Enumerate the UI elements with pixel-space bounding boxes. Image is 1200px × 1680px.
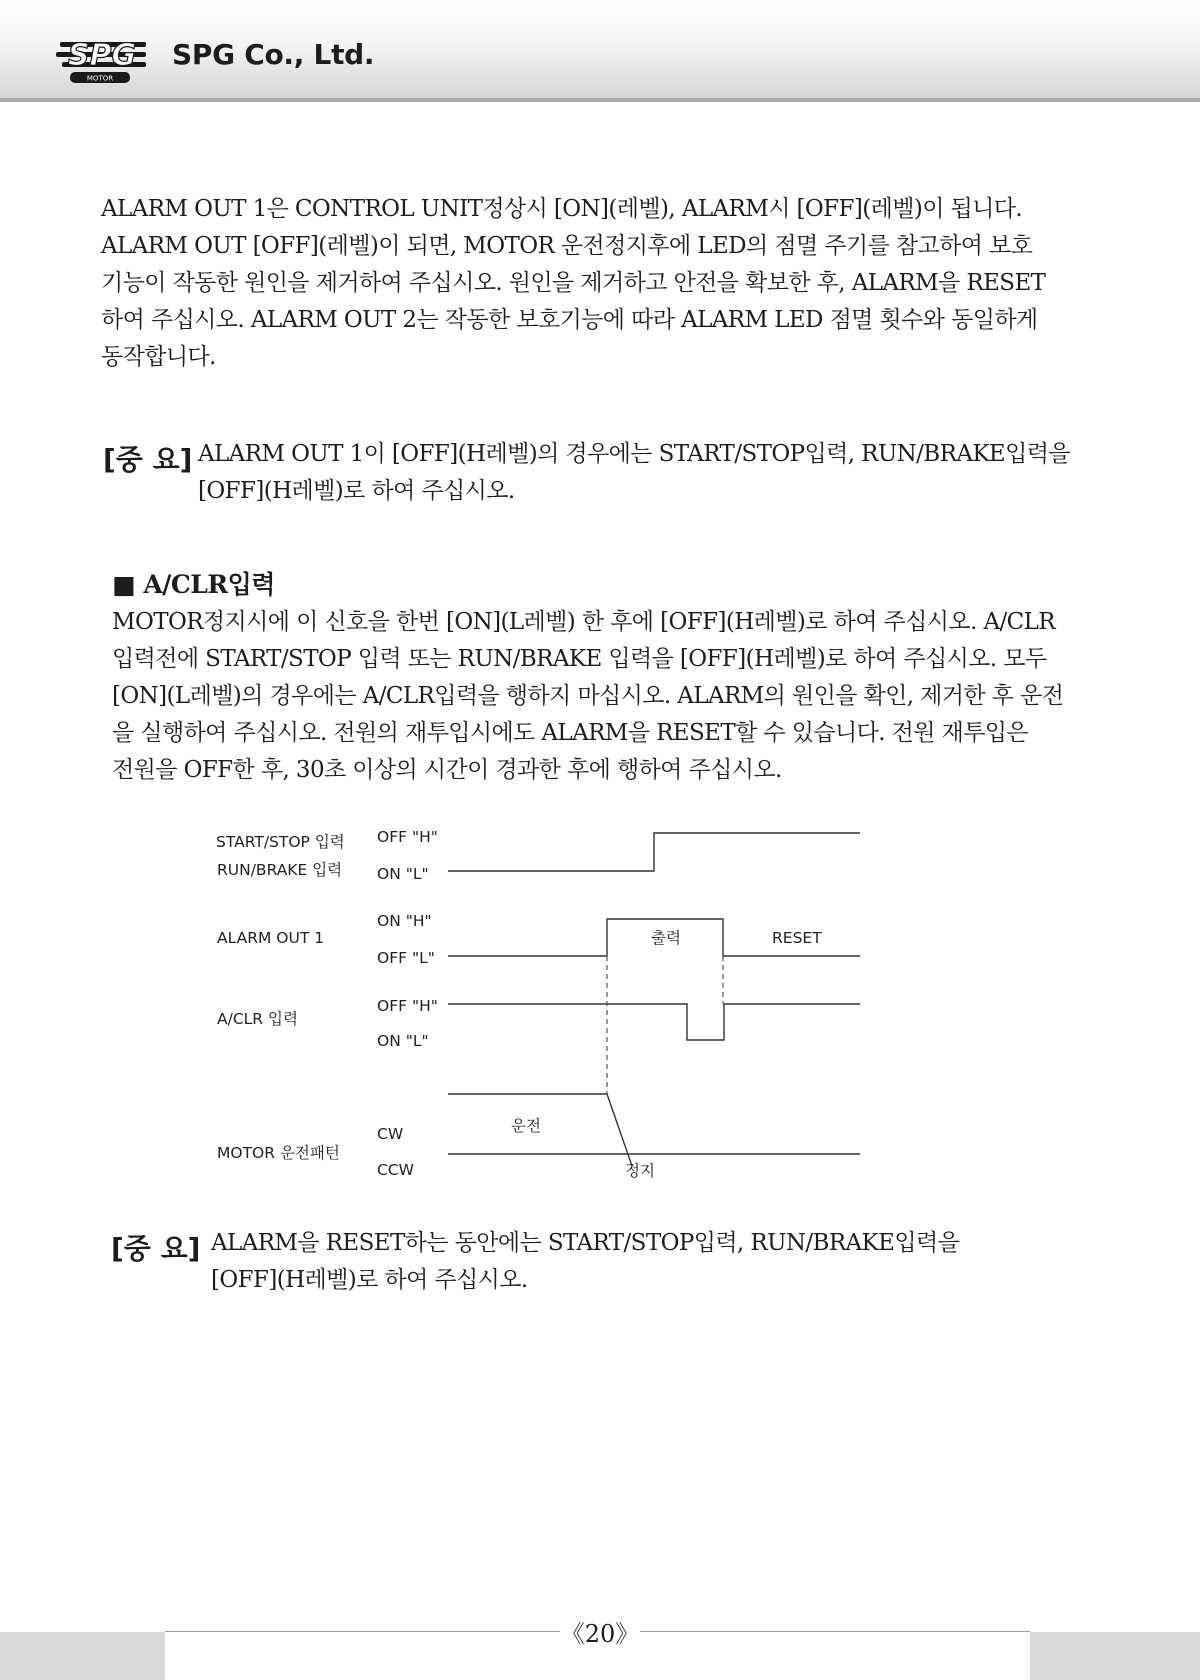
footer-tab (0, 1632, 165, 1680)
page-header (0, 0, 1200, 102)
signal-label: START/STOP 입력 (216, 833, 345, 851)
important-tag: [중 요] (103, 443, 193, 476)
note-line: [OFF](H레벨)로 하여 주십시오. (211, 1267, 528, 1293)
intro-line: 기능이 작동한 원인을 제거하여 주십시오. 원인을 제거하고 안전을 확보한 후, ALARM을 RESET (101, 270, 1046, 296)
signal-label: RUN/BRAKE 입력 (217, 861, 343, 879)
aclr-waveform (448, 1004, 860, 1040)
intro-line: 동작합니다. (101, 344, 216, 370)
intro-line: 하여 주십시오. ALARM OUT 2는 작동한 보호기능에 따라 ALARM LED 점멸 횟수와 동일하게 (101, 307, 1038, 333)
intro-line: ALARM OUT 1은 CONTROL UNIT정상시 [ON](레벨), ALARM시 [OFF](레벨)이 됩니다. (101, 196, 1023, 222)
logo-subtext: MOTOR (86, 74, 114, 83)
level-label: OFF "H" (377, 997, 438, 1015)
signal-label: ALARM OUT 1 (217, 929, 325, 947)
level-label: OFF "H" (377, 828, 438, 846)
pulse-label: 출력 (651, 929, 681, 947)
start-stop-waveform (448, 833, 860, 871)
section-line: MOTOR정지시에 이 신호을 한번 [ON](L레벨) 한 후에 [OFF](H레벨)로 하여 주십시오. A/CLR (112, 609, 1055, 635)
signal-label: MOTOR 운전패턴 (217, 1144, 340, 1162)
section-title: ■ A/CLR입력 (112, 570, 275, 599)
page-number: 《20》 (560, 1614, 640, 1649)
level-label: ON "L" (377, 1032, 429, 1050)
level-label: OFF "L" (377, 949, 435, 967)
important-tag: [중 요] (111, 1232, 201, 1265)
important-note (211, 1225, 959, 1299)
reset-label: RESET (772, 929, 822, 947)
level-label: ON "L" (377, 865, 429, 883)
footer-rule (640, 1631, 1030, 1632)
section-line: [ON](L레벨)의 경우에는 A/CLR입력을 행하지 마십시오. ALARM의 원인을 확인, 제거한 후 운전 (112, 683, 1064, 709)
timing-diagram (200, 818, 880, 1188)
section-line: 입력전에 START/STOP 입력 또는 RUN/BRAKE 입력을 [OFF](H레벨)로 하여 주십시오. 모두 (112, 646, 1047, 672)
company-name: SPG Co., Ltd. (172, 38, 375, 71)
section-line: 을 실행하여 주십시오. 전원의 재투입시에도 ALARM을 RESET할 수 있습니다. 전원 재투입은 (112, 720, 1029, 746)
level-label: ON "H" (377, 912, 432, 930)
signal-label: A/CLR 입력 (217, 1010, 298, 1028)
stop-label: 정지 (625, 1162, 655, 1180)
level-label: CCW (377, 1161, 414, 1179)
important-note (198, 436, 1070, 510)
note-line: ALARM OUT 1이 [OFF](H레벨)의 경우에는 START/STOP입력, RUN/BRAKE입력을 (198, 441, 1070, 467)
note-line: ALARM을 RESET하는 동안에는 START/STOP입력, RUN/BRAKE입력을 (211, 1230, 960, 1256)
run-label: 운전 (511, 1117, 541, 1135)
footer-tab (1030, 1632, 1200, 1680)
footer-rule (165, 1631, 560, 1632)
section-paragraph (112, 604, 1063, 789)
level-label: CW (377, 1125, 404, 1143)
logo-text: SPG (67, 38, 137, 73)
intro-paragraph (101, 191, 1045, 376)
intro-line: ALARM OUT [OFF](레벨)이 되면, MOTOR 운전정지후에 LED의 점멸 주기를 참고하여 보호 (101, 233, 1033, 259)
spg-logo (56, 34, 156, 86)
section-line: 전원을 OFF한 후, 30초 이상의 시간이 경과한 후에 행하여 주십시오. (112, 757, 782, 783)
note-line: [OFF](H레벨)로 하여 주십시오. (198, 478, 515, 504)
